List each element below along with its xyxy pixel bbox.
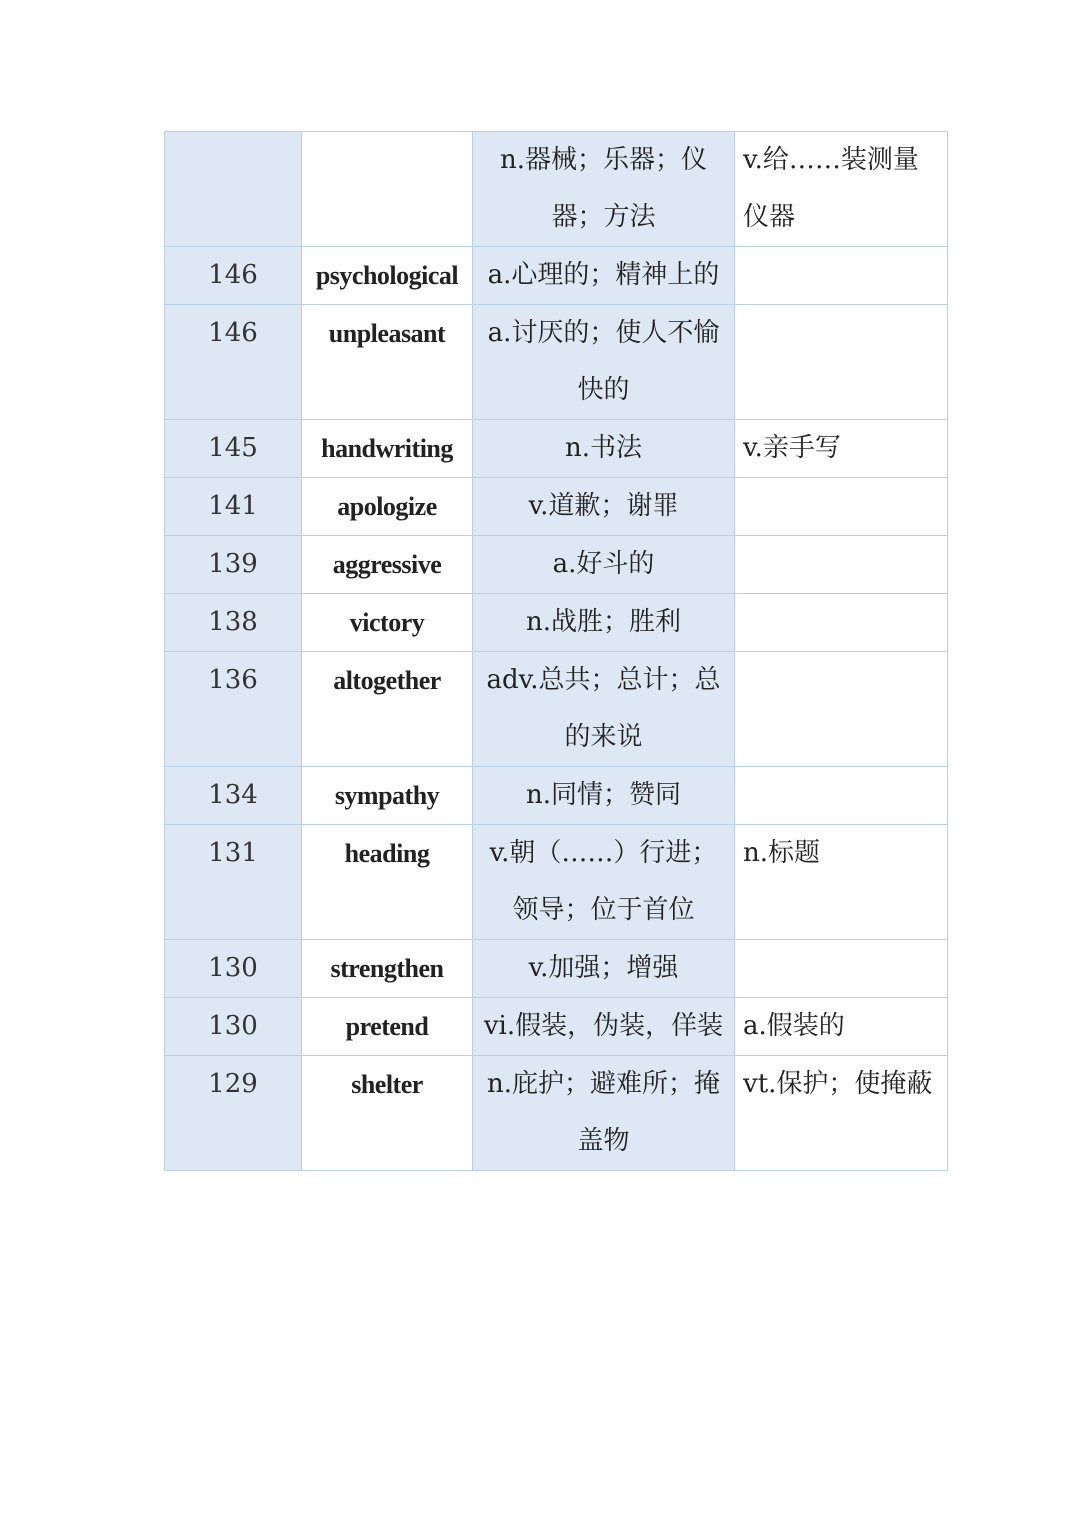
table-row [165,767,948,825]
primary-definition-cell: a.讨厌的；使人不愉快的 [473,305,735,420]
secondary-definition-cell [735,652,948,767]
word-cell [302,132,473,247]
primary-definition-cell: n.器械；乐器；仪器；方法 [473,132,735,247]
table-row [165,652,948,767]
word-cell: sympathy [302,767,473,825]
word-cell: pretend [302,998,473,1056]
secondary-definition-cell [735,247,948,305]
frequency-cell: 139 [165,536,302,594]
frequency-cell: 141 [165,478,302,536]
primary-definition-cell: n.战胜；胜利 [473,594,735,652]
word-cell: unpleasant [302,305,473,420]
primary-definition-cell: v.朝（……）行进；领导；位于首位 [473,825,735,940]
secondary-definition-cell [735,594,948,652]
frequency-cell: 129 [165,1056,302,1171]
word-cell: psychological [302,247,473,305]
primary-definition-cell: n.庇护；避难所；掩盖物 [473,1056,735,1171]
table-row [165,940,948,998]
primary-definition-cell: vi.假装，伪装，佯装 [473,998,735,1056]
frequency-cell: 131 [165,825,302,940]
word-cell: strengthen [302,940,473,998]
frequency-cell: 138 [165,594,302,652]
secondary-definition-cell [735,767,948,825]
secondary-definition-cell [735,536,948,594]
secondary-definition-cell: v.亲手写 [735,420,948,478]
frequency-cell [165,132,302,247]
table-row [165,420,948,478]
primary-definition-cell: a.心理的；精神上的 [473,247,735,305]
primary-definition-cell: n.书法 [473,420,735,478]
table-row [165,305,948,420]
table-row [165,825,948,940]
primary-definition-cell: adv.总共；总计；总的来说 [473,652,735,767]
vocabulary-table [164,131,948,1171]
table-row [165,247,948,305]
word-cell: altogether [302,652,473,767]
secondary-definition-cell [735,305,948,420]
secondary-definition-cell: n.标题 [735,825,948,940]
table-row [165,478,948,536]
secondary-definition-cell: a.假装的 [735,998,948,1056]
table-row [165,1056,948,1171]
word-cell: apologize [302,478,473,536]
secondary-definition-cell [735,478,948,536]
word-cell: heading [302,825,473,940]
primary-definition-cell: v.加强；增强 [473,940,735,998]
frequency-cell: 130 [165,998,302,1056]
table-row [165,594,948,652]
word-cell: victory [302,594,473,652]
frequency-cell: 146 [165,247,302,305]
primary-definition-cell: a.好斗的 [473,536,735,594]
frequency-cell: 145 [165,420,302,478]
table-row [165,536,948,594]
frequency-cell: 146 [165,305,302,420]
word-cell: aggressive [302,536,473,594]
secondary-definition-cell: vt.保护；使掩蔽 [735,1056,948,1171]
frequency-cell: 130 [165,940,302,998]
frequency-cell: 134 [165,767,302,825]
secondary-definition-cell [735,940,948,998]
word-cell: handwriting [302,420,473,478]
primary-definition-cell: n.同情；赞同 [473,767,735,825]
word-cell: shelter [302,1056,473,1171]
secondary-definition-cell: v.给……装测量仪器 [735,132,948,247]
table-row [165,132,948,247]
table-row [165,998,948,1056]
primary-definition-cell: v.道歉；谢罪 [473,478,735,536]
frequency-cell: 136 [165,652,302,767]
